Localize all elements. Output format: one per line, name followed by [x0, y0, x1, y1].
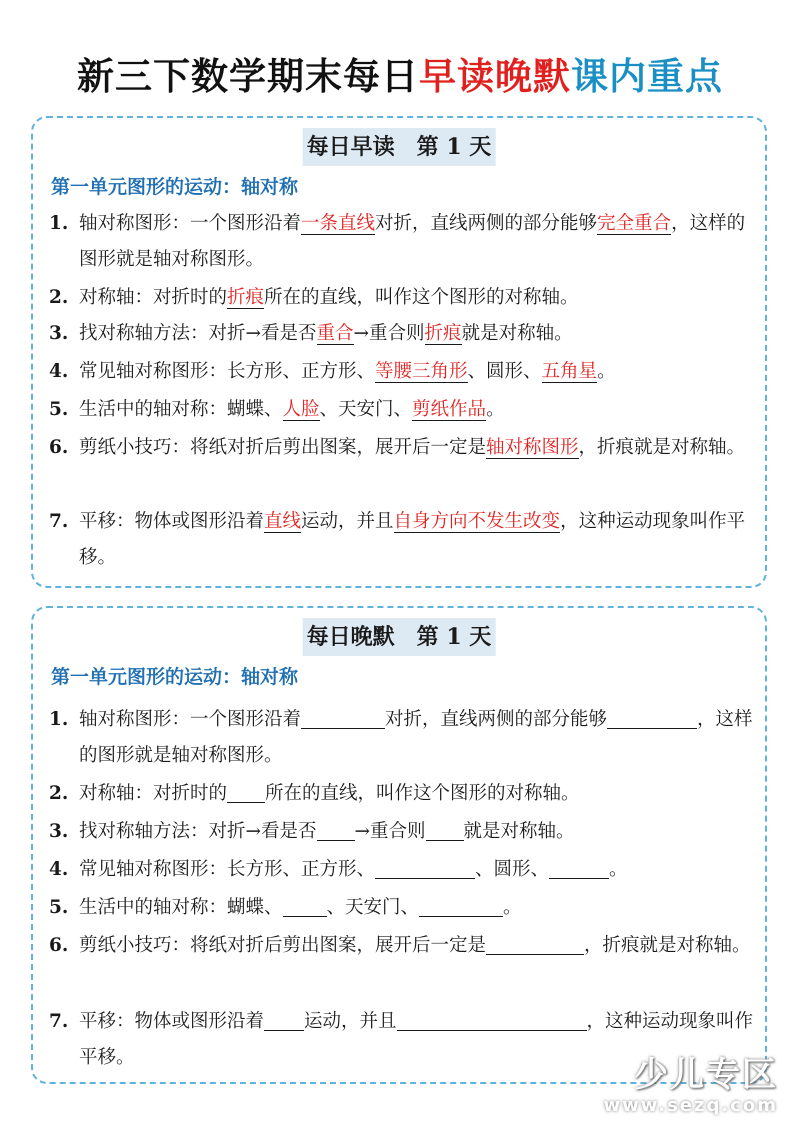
page-title: [0, 52, 800, 102]
evening-heading: 每日晚默 第 1 天: [303, 618, 496, 656]
morning-item-3: 3. 找对称轴方法：对折→看是否重合→重合则折痕就是对称轴。: [49, 323, 573, 344]
fill-blank[interactable]: [486, 932, 584, 955]
evening-item-4: 4. 常见轴对称图形：长方形、正方形、 、圆形、 。: [49, 852, 761, 888]
watermark-url: www.sezq.com: [603, 1095, 778, 1116]
morning-heading: 每日早读 第 1 天: [303, 128, 496, 166]
title-part-2: 早读晚默: [419, 55, 571, 98]
answer: 完全重合: [597, 213, 672, 234]
answer: 折痕: [227, 287, 265, 308]
answer: 人脸: [282, 399, 320, 420]
answer: 五角星: [541, 361, 598, 382]
fill-blank[interactable]: [607, 706, 677, 729]
title-part-3: 课内重点: [571, 55, 723, 98]
morning-item-6: 6. 剪纸小技巧：将纸对折后剪出图案，展开后一定是轴对称图形，折痕就是对称轴。: [49, 437, 746, 458]
evening-item-2: 2. 对称轴：对折时的 所在的直线，叫作这个图形的对称轴。: [49, 776, 761, 812]
fill-blank[interactable]: [419, 894, 503, 917]
fill-blank[interactable]: [317, 818, 355, 841]
morning-item-2: 2. 对称轴：对折时的折痕所在的直线，叫作这个图形的对称轴。: [49, 287, 579, 308]
fill-blank[interactable]: [426, 818, 464, 841]
answer: 轴对称图形: [486, 437, 579, 458]
answer: 自身方向不发生改变: [393, 511, 561, 532]
morning-reading-panel: [31, 116, 767, 588]
fill-blank[interactable]: [677, 706, 697, 729]
morning-unit-title: 第一单元图形的运动：轴对称: [51, 176, 299, 198]
answer: 剪纸作品: [412, 399, 487, 420]
morning-item-5: 5. 生活中的轴对称：蝴蝶、人脸、天安门、剪纸作品。: [49, 399, 505, 420]
evening-item-7: 7. 平移：物体或图形沿着 运动，并且 ，这种运动现象叫作平移。: [49, 1004, 761, 1076]
fill-blank[interactable]: [283, 894, 327, 917]
answer: 一条直线: [301, 213, 376, 234]
evening-item-1: 1. 轴对称图形：一个图形沿着 对折，直线两侧的部分能够 ，这样的图形就是轴对称图形。: [49, 702, 761, 774]
fill-blank[interactable]: [301, 706, 385, 729]
fill-blank[interactable]: [375, 856, 475, 879]
morning-item-7: 7. 平移：物体或图形沿着直线运动，并且自身方向不发生改变，这种运动现象叫作平移。: [49, 511, 746, 568]
title-part-1: 新三下数学期末每日: [77, 55, 419, 98]
answer: 等腰三角形: [375, 361, 468, 382]
evening-item-3: 3. 找对称轴方法：对折→看是否 →重合则 就是对称轴。: [49, 814, 761, 850]
evening-recall-panel: [31, 606, 767, 1084]
site-watermark: [604, 1055, 779, 1116]
answer: 重合: [316, 323, 354, 344]
evening-item-6: 6. 剪纸小技巧：将纸对折后剪出图案，展开后一定是 ，折痕就是对称轴。: [49, 928, 761, 964]
fill-blank[interactable]: [264, 1008, 304, 1031]
fill-blank[interactable]: [227, 780, 265, 803]
answer: 折痕: [424, 323, 462, 344]
fill-blank[interactable]: [397, 1008, 587, 1031]
fill-blank[interactable]: [549, 856, 609, 879]
morning-item-1: 1. 轴对称图形：一个图形沿着一条直线对折，直线两侧的部分能够完全重合，这样的图形就是轴对称图形。: [49, 213, 746, 270]
watermark-name: 少儿专区: [634, 1055, 778, 1095]
evening-unit-title: 第一单元图形的运动：轴对称: [51, 666, 299, 688]
morning-item-4: 4. 常见轴对称图形：长方形、正方形、等腰三角形、圆形、五角星。: [49, 361, 616, 382]
answer: 直线: [264, 511, 302, 532]
evening-item-5: 5. 生活中的轴对称：蝴蝶、 、天安门、 。: [49, 890, 761, 926]
